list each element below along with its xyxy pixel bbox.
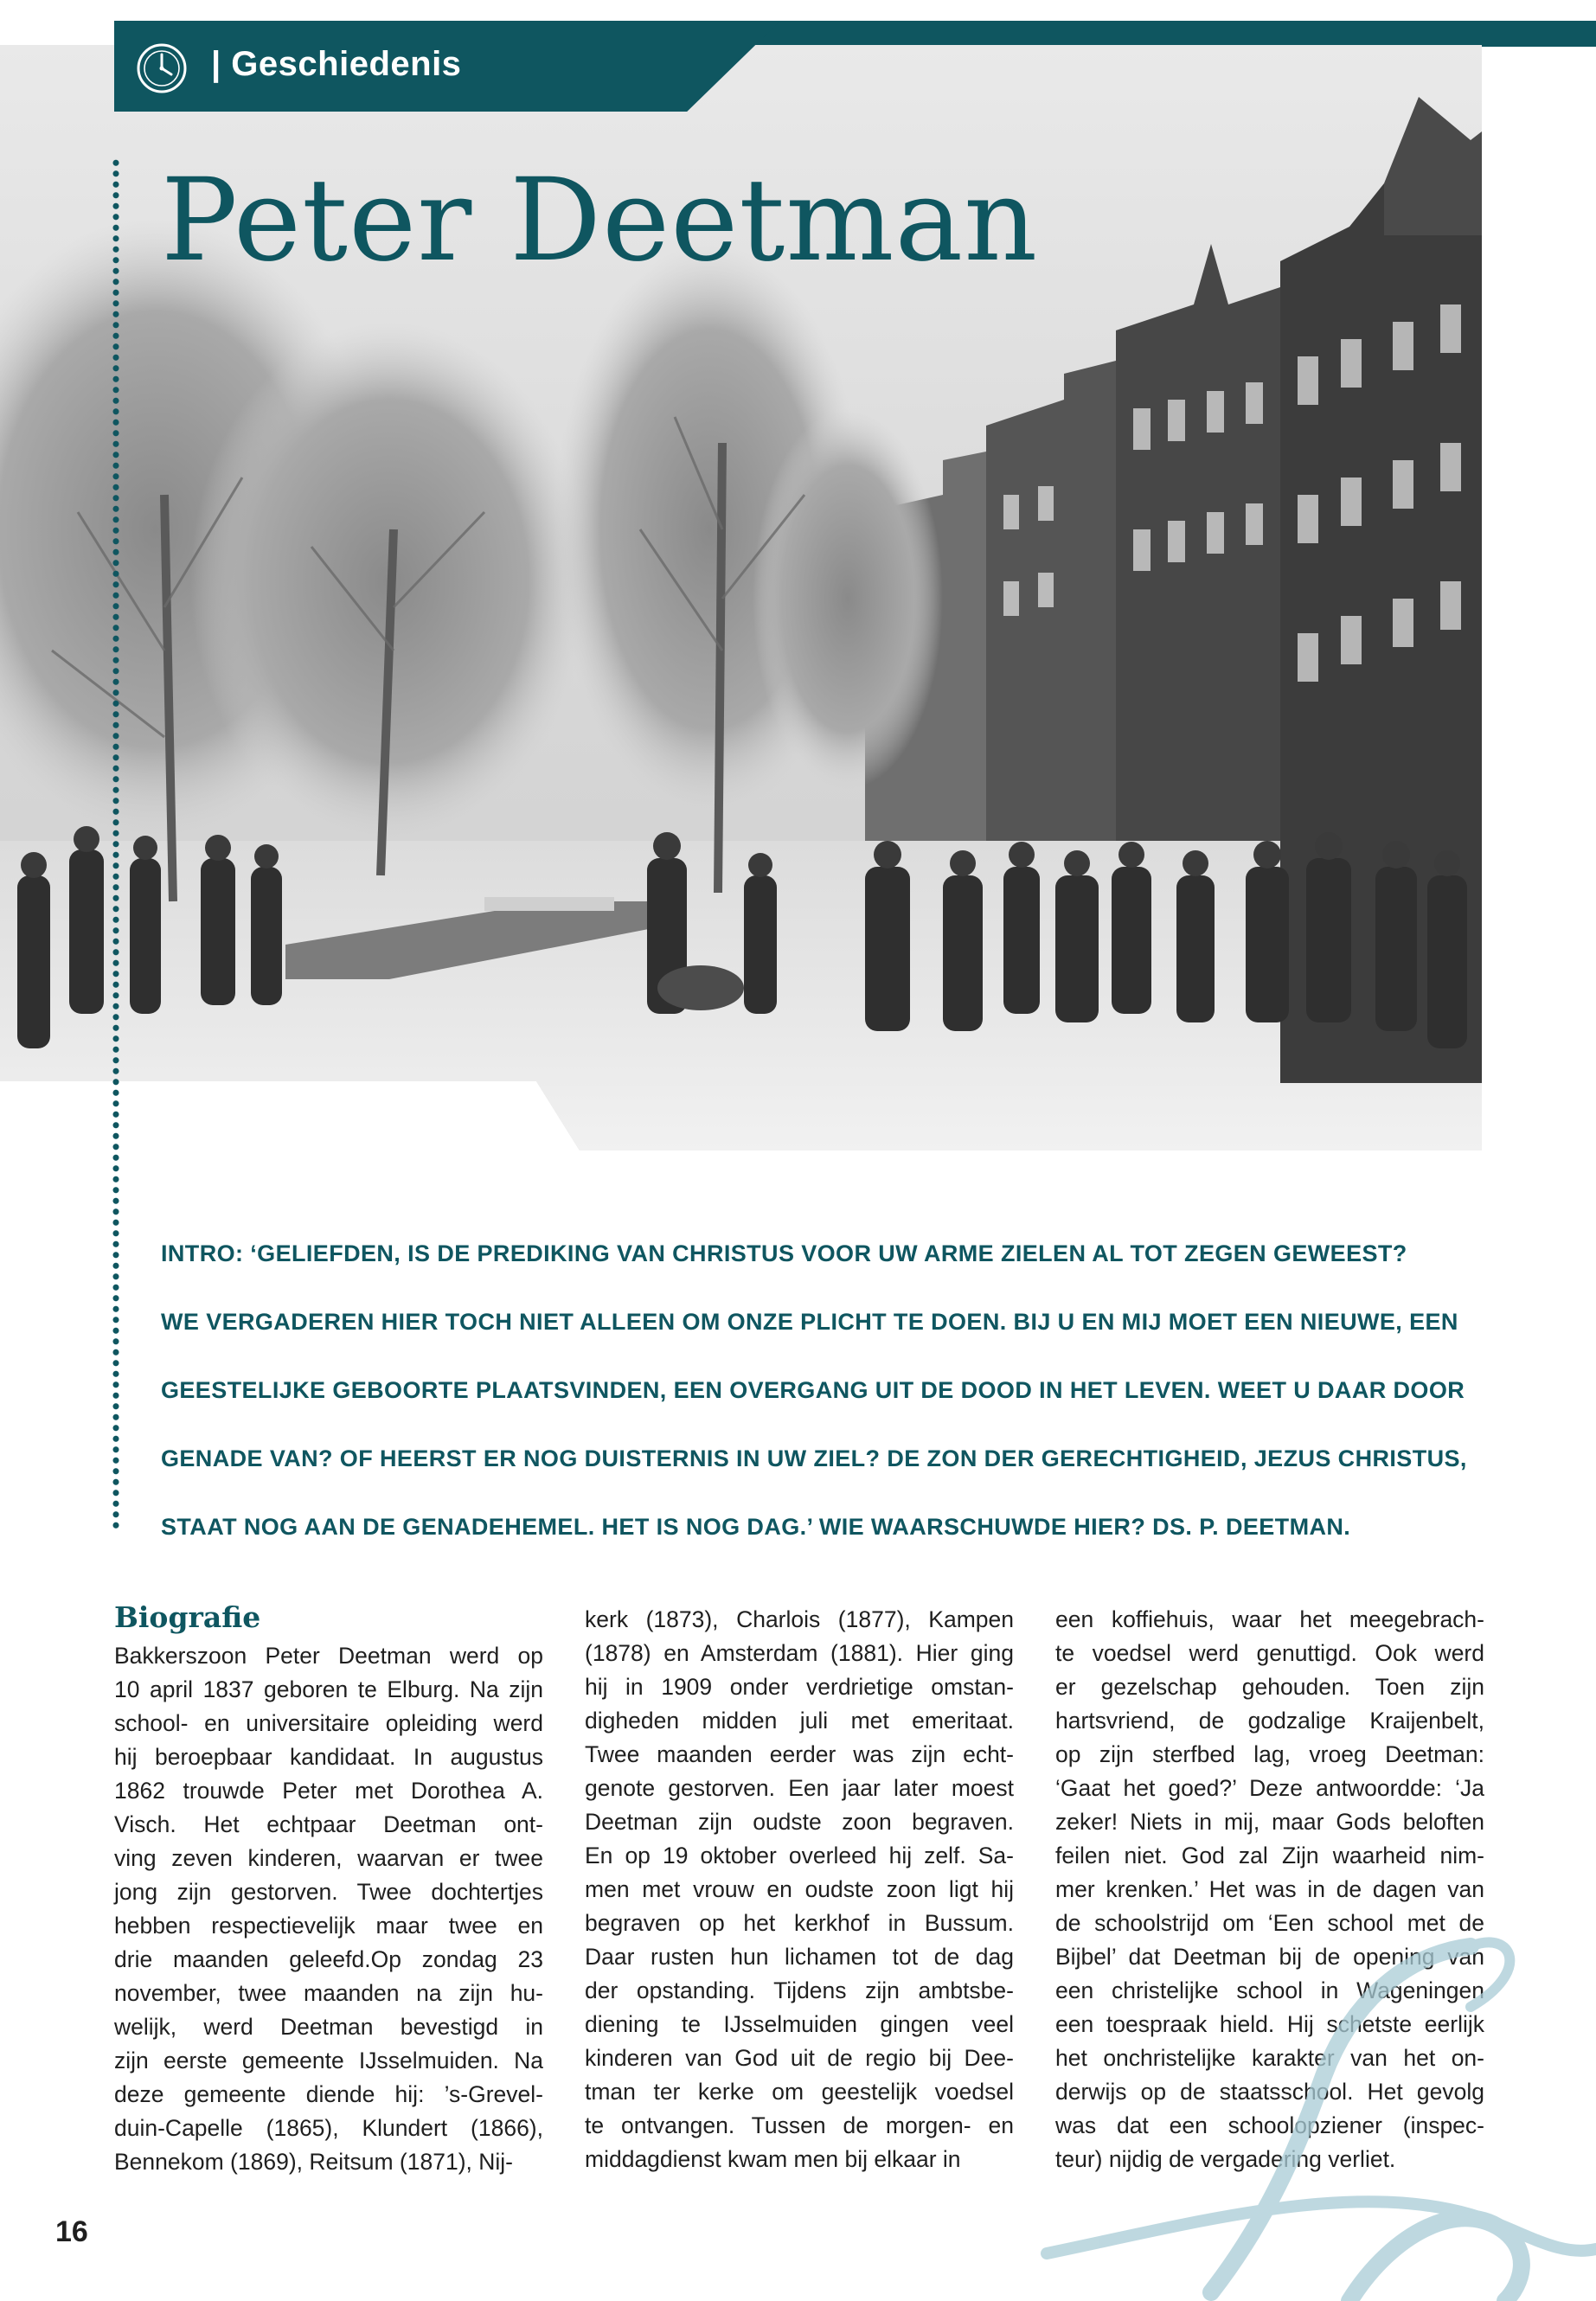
body-line: welijk, werd Deetman bevestigd in [114, 2014, 543, 2040]
body-line: een christelijke school in Wageningen [1055, 1977, 1484, 2003]
intro-line: INTRO: ‘GELIEFDEN, IS DE PREDIKING VAN CHRISTUS VOOR UW ARME ZIELEN AL TOT ZEGEN GEWEEST? [161, 1240, 1407, 1266]
body-line: Visch. Het echtpaar Deetman ont- [114, 1811, 543, 1837]
body-line: Daar rusten hun lichamen tot de dag [585, 1944, 1014, 1970]
page-number: 16 [55, 2215, 88, 2248]
section-label: | Geschiedenis [211, 45, 462, 83]
body-line: tman ter kerke om geestelijk voedsel [585, 2079, 1014, 2105]
body-line: middagdienst kwam men bij elkaar in [585, 2146, 961, 2172]
intro-line: GEESTELIJKE GEBOORTE PLAATSVINDEN, EEN OVERGANG UIT DE DOOD IN HET LEVEN. WEET U DAAR DOOR [161, 1377, 1465, 1403]
body-line: derwijs op de staatsschool. Het gevolg [1055, 2079, 1484, 2105]
body-line: de schoolstrijd om ‘Een school met de [1055, 1910, 1484, 1936]
body-line: mer krenken.’ Het was in de dagen van [1055, 1876, 1484, 1902]
image-caption [881, 1125, 1482, 1142]
body-line: Twee maanden eerder was zijn echt- [585, 1741, 1014, 1767]
body-line: men met vrouw en oudste zoon ligt hij [585, 1876, 1014, 1902]
intro-line: WE VERGADEREN HIER TOCH NIET ALLEEN OM ONZE PLICHT TE DOEN. BIJ U EN MIJ MOET EEN NIEUWE, EEN [161, 1309, 1458, 1335]
body-line: hij in 1909 onder verdrietige omstan- [585, 1674, 1014, 1700]
body-line: hebben respectievelijk maar twee en [114, 1913, 543, 1939]
article-title: Peter Deetman [161, 154, 1039, 287]
body-line: deze gemeente diende hij: ’s-Grevel- [114, 2081, 543, 2107]
dotted-rule [112, 157, 120, 1529]
body-line: ‘Gaat het goed?’ Deze antwoordde: ‘Ja [1055, 1775, 1484, 1801]
body-line: 10 april 1837 geboren te Elburg. Na zijn [114, 1676, 543, 1702]
biography-heading: Biografie [114, 1600, 261, 1634]
body-line: jong zijn gestorven. Twee dochtertjes [114, 1879, 543, 1905]
body-line: der opstanding. Tijdens zijn ambtsbe- [585, 1977, 1014, 2003]
body-line: een toespraak hield. Hij schetste eerlijk [1055, 2011, 1484, 2037]
intro-line: GENADE VAN? OF HEERST ER NOG DUISTERNIS IN UW ZIEL? DE ZON DER GERECHTIGHEID, JEZUS CHRISTUS, [161, 1445, 1467, 1471]
body-line: school- en universitaire opleiding werd [114, 1710, 543, 1736]
body-line: Bakkerszoon Peter Deetman werd op [114, 1643, 543, 1669]
body-line: Bennekom (1869), Reitsum (1871), Nij- [114, 2149, 513, 2175]
intro-line: STAAT NOG AAN DE GENADEHEMEL. HET IS NOG DAG.’ WIE WAARSCHUWDE HIER? DS. P. DEETMAN. [161, 1514, 1351, 1540]
body-line: was dat een schoolopziener (inspec- [1055, 2112, 1484, 2138]
body-column-2 [585, 1603, 1014, 2176]
body-line: (1878) en Amsterdam (1881). Hier ging [585, 1640, 1014, 1666]
body-line: op zijn sterfbed lag, vroeg Deetman: [1055, 1741, 1484, 1767]
body-line: drie maanden geleefd.Op zondag 23 [114, 1946, 543, 1972]
body-line: En op 19 oktober overleed hij zelf. Sa- [585, 1843, 1014, 1868]
body-line: feilen niet. God zal Zijn waarheid nim- [1055, 1843, 1484, 1868]
body-line: het onchristelijke karakter van het on- [1055, 2045, 1484, 2071]
body-line: ving zeven kinderen, waarvan er twee [114, 1845, 543, 1871]
body-line: hartsvriend, de godzalige Kraijenbelt, [1055, 1708, 1484, 1734]
body-line: teur) nijdig de vergadering verliet. [1055, 2146, 1396, 2172]
body-column-3 [1055, 1603, 1484, 2176]
body-line: kerk (1873), Charlois (1877), Kampen [585, 1606, 1014, 1632]
body-column-1 [114, 1599, 543, 2179]
body-line: genote gestorven. Een jaar later moest [585, 1775, 1014, 1801]
intro-quote [161, 1220, 1510, 1561]
body-line: Deetman zijn oudste zoon begraven. [585, 1809, 1014, 1835]
body-line: 1862 trouwde Peter met Dorothea A. [114, 1778, 543, 1804]
body-line: zeker! Niets in mij, maar Gods beloften [1055, 1809, 1484, 1835]
caption-prefix: Afbeelding: [881, 1125, 959, 1141]
caption-source: : Rijksdienst voor het Cultureel Erfgoed [1227, 1125, 1482, 1141]
body-line: kinderen van God uit de regio bij Dee- [585, 2045, 1014, 2071]
body-line: te voedsel werd genuttigd. Ook werd [1055, 1640, 1484, 1666]
body-line: duin-Capelle (1865), Klundert (1866), [114, 2115, 543, 2141]
body-line: er gezelschap gehouden. Toen zijn [1055, 1674, 1484, 1700]
body-line: een koffiehuis, waar het meegebrach- [1055, 1606, 1484, 1632]
body-line: hij beroepbaar kandidaat. In augustus [114, 1744, 543, 1770]
body-line: digheden midden juli met emeritaat. [585, 1708, 1014, 1734]
body-line: begraven op het kerkhof in Bussum. [585, 1910, 1014, 1936]
body-line: diening te IJsselmuiden gingen veel [585, 2011, 1014, 2037]
body-line: zijn eerste gemeente IJsselmuiden. Na [114, 2048, 543, 2073]
body-line: Bijbel’ dat Deetman bij de opening van [1055, 1944, 1484, 1970]
body-line: november, twee maanden na zijn hu- [114, 1980, 543, 2006]
clock-icon [135, 42, 189, 95]
caption-title: Straat met gracht in de sneeuw Elburg [958, 1125, 1227, 1141]
body-line: te ontvangen. Tussen de morgen- en [585, 2112, 1014, 2138]
